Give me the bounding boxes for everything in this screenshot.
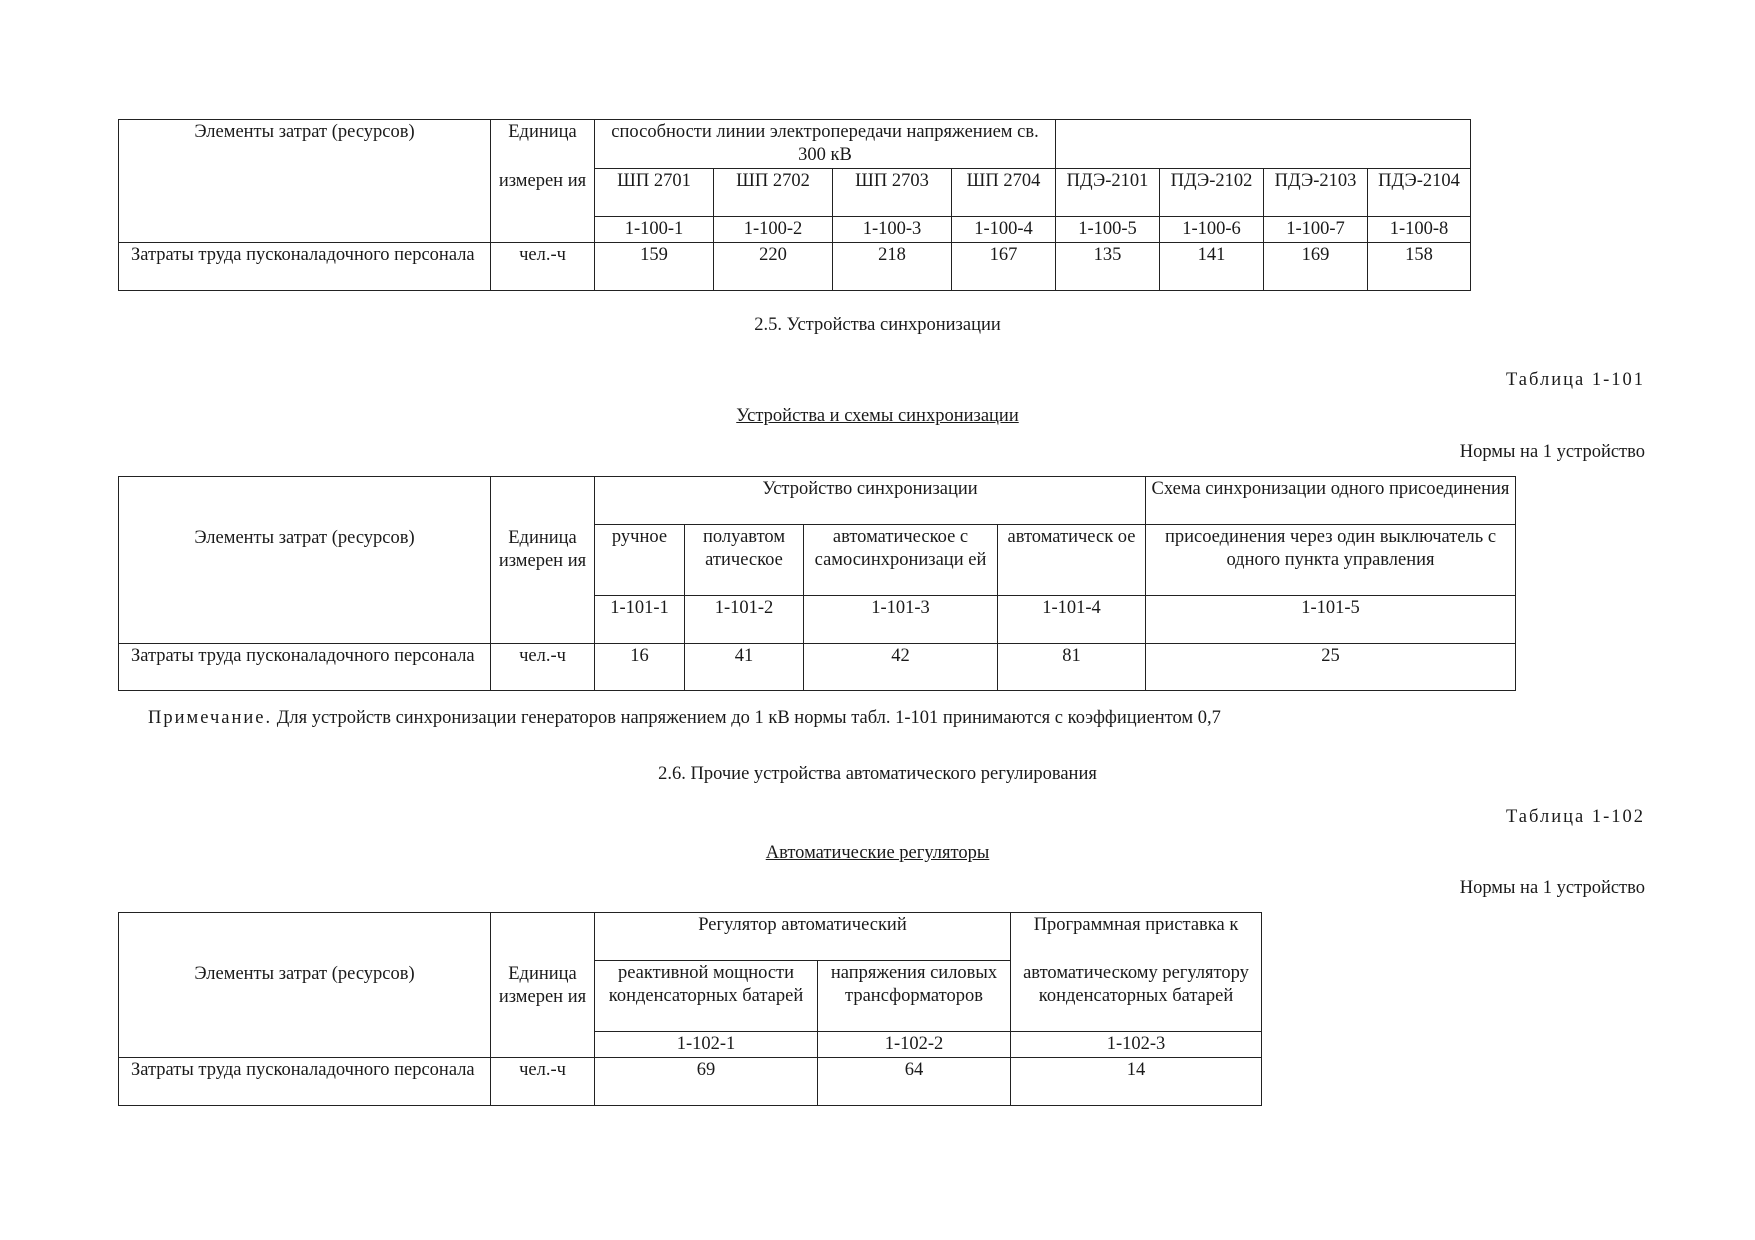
value-cell: 69 [595,1058,818,1106]
col-header: ПДЭ-2103 [1264,169,1368,217]
col-header: напряжения силовых трансформаторов [818,961,1011,1032]
header-elements: Элементы затрат (ресурсов) [119,120,491,169]
value-cell: 64 [818,1058,1011,1106]
col-header: автоматическое с самосинхронизаци ей [804,525,998,596]
value-cell: 169 [1264,243,1368,291]
table-1-100 [118,119,1471,291]
section-heading-2-5: 2.5. Устройства синхронизации [754,315,1001,335]
code-cell: 1-100-5 [1056,217,1160,243]
value-cell: 167 [952,243,1056,291]
code-cell: 1-100-6 [1160,217,1264,243]
col-header: ПДЭ-2102 [1160,169,1264,217]
header-program-top: Программная приставка к [1011,913,1262,961]
table-row [119,644,1516,691]
header-unit-bottom: измерен ия [491,169,595,217]
norms-note-1-101: Нормы на 1 устройство [1459,442,1645,462]
table-title-1-101: Устройства и схемы синхронизации [736,406,1019,426]
code-cell: 1-100-2 [714,217,833,243]
row-unit: чел.-ч [491,644,595,691]
row-label: Затраты труда пусконаладочного персонала [119,1058,491,1106]
col-header: автоматическ ое [998,525,1146,596]
header-unit-top: Единица [491,120,595,169]
col-header: реактивной мощности конденсаторных батарей [595,961,818,1032]
code-cell: 1-100-4 [952,217,1056,243]
code-cell: 1-101-2 [685,596,804,644]
col-header: полуавтом атическое [685,525,804,596]
header-group: способности линии электропередачи напряжением св. 300 кВ [595,120,1056,169]
col-header: ручное [595,525,685,596]
table-title-1-102: Автоматические регуляторы [765,843,990,863]
header-unit: Единица измерен ия [491,913,595,1058]
code-cell: 1-100-7 [1264,217,1368,243]
code-cell: 1-101-1 [595,596,685,644]
header-group-device: Устройство синхронизации [595,477,1146,525]
value-cell: 158 [1368,243,1471,291]
header-program-bottom: автоматическому регулятору конденсаторных батарей [1011,961,1262,1032]
header-group-regulator: Регулятор автоматический [595,913,1011,961]
section-heading-2-6: 2.6. Прочие устройства автоматического регулирования [658,764,1097,784]
code-cell: 1-101-3 [804,596,998,644]
value-cell: 25 [1146,644,1516,691]
header-elements: Элементы затрат (ресурсов) [119,913,491,1058]
note [148,707,1221,730]
note-text: Для устройств синхронизации генераторов напряжением до 1 кВ нормы табл. 1-101 принимаются с коэффициентом 0,7 [276,708,1221,728]
note-label: Примечание. [148,708,273,728]
header-elements-cont [119,169,491,217]
col-header: ПДЭ-2104 [1368,169,1471,217]
value-cell: 16 [595,644,685,691]
table-1-101 [118,476,1516,691]
table-1-102 [118,912,1262,1106]
code-cell: 1-102-2 [818,1032,1011,1058]
code-cell: 1-100-8 [1368,217,1471,243]
code-cell: 1-101-5 [1146,596,1516,644]
value-cell: 42 [804,644,998,691]
col-header: ШП 2702 [714,169,833,217]
value-cell: 14 [1011,1058,1262,1106]
row-label: Затраты труда пусконаладочного персонала [119,644,491,691]
table-row [119,1058,1262,1106]
norms-note-1-102: Нормы на 1 устройство [1459,878,1645,898]
code-cell: 1-102-3 [1011,1032,1262,1058]
table-number-1-101: Таблица 1-101 [1505,370,1645,390]
value-cell: 218 [833,243,952,291]
header-elements: Элементы затрат (ресурсов) [119,477,491,644]
col-header: ПДЭ-2101 [1056,169,1160,217]
col-header: присоединения через один выключатель с одного пункта управления [1146,525,1516,596]
value-cell: 159 [595,243,714,291]
header-elements-end [119,217,491,243]
row-unit: чел.-ч [491,1058,595,1106]
header-group-empty [1056,120,1471,169]
value-cell: 220 [714,243,833,291]
col-header: ШП 2704 [952,169,1056,217]
value-cell: 41 [685,644,804,691]
code-cell: 1-100-1 [595,217,714,243]
code-cell: 1-101-4 [998,596,1146,644]
table-row [119,243,1471,291]
col-header: ШП 2701 [595,169,714,217]
table-number-1-102: Таблица 1-102 [1505,807,1645,827]
header-group-scheme: Схема синхронизации одного присоединения [1146,477,1516,525]
header-unit: Единица измерен ия [491,477,595,644]
row-unit: чел.-ч [491,243,595,291]
code-cell: 1-102-1 [595,1032,818,1058]
row-label: Затраты труда пусконаладочного персонала [119,243,491,291]
value-cell: 141 [1160,243,1264,291]
value-cell: 81 [998,644,1146,691]
value-cell: 135 [1056,243,1160,291]
code-cell: 1-100-3 [833,217,952,243]
col-header: ШП 2703 [833,169,952,217]
header-unit-end [491,217,595,243]
